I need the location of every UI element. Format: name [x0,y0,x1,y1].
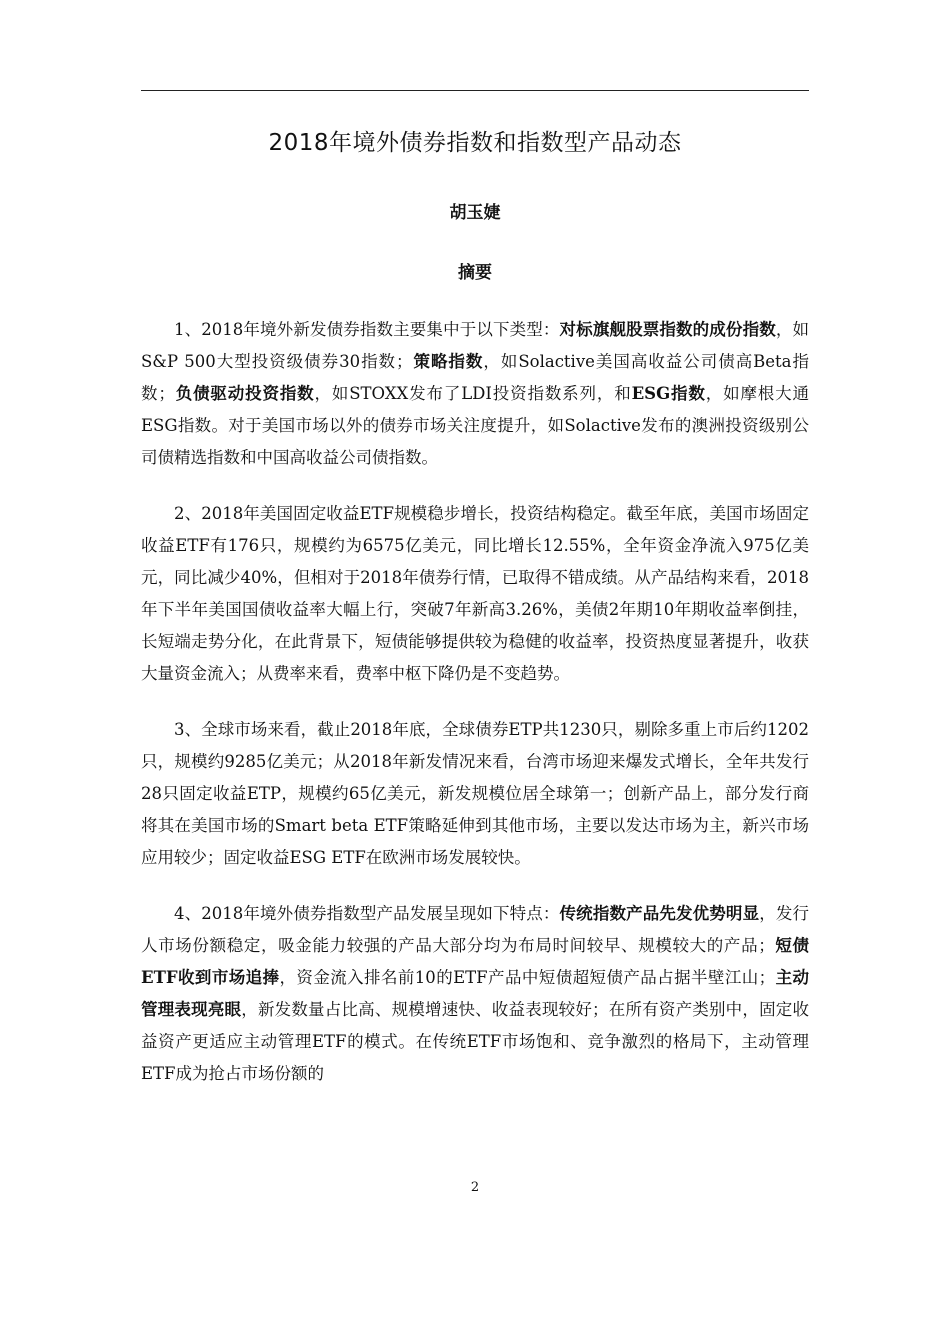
emphasis-text: 短债ETF收到市场追捧 [141,936,810,987]
author-name: 胡玉婕 [449,203,501,223]
header-rule [141,90,809,91]
document-title: 2018年境外债券指数和指数型产品动态 [268,130,682,156]
paragraph-text: ，如S&P 500大型投资级债券30指数； [141,320,809,371]
paragraph-text: ，发行人市场份额稳定，吸金能力较强的产品大部分均为布局时间较早、规模较大的产品； [141,904,809,955]
abstract-heading: 摘要 [458,263,492,283]
paragraph [141,498,809,690]
emphasis-text: 传统指数产品先发优势明显 [559,904,760,923]
abstract-body [141,314,809,1114]
paragraph-text: ，如STOXX发布了LDI投资指数系列，和 [314,384,632,403]
paragraph-text: 3、全球市场来看，截止2018年底，全球债券ETP共1230只，剔除多重上市后约1202只，规模约9285亿美元；从2018年新发情况来看，台湾市场迎来爆发式增长，全年共发行28只固定收益ETP，规模约65亿美元，新发规模位居全球第一；创新产品上，部分发行商将其在美国市场的Smart beta ETF策略延伸到其他市场，主要以发达市场为主，新兴市场应用较少；固定收益ESG ETF在欧洲市场发展较快。 [141,720,809,867]
paragraph-text: ，如Solactive美国高收益公司债高Beta指数； [141,352,809,403]
emphasis-text: 主动管理表现亮眼 [141,968,810,1019]
emphasis-text: 策略指数 [412,352,484,371]
paragraph [141,314,809,474]
paragraph-text: ，新发数量占比高、规模增速快、收益表现较好；在所有资产类别中，固定收益资产更适应主动管理ETF的模式。在传统ETF市场饱和、竞争激烈的格局下，主动管理ETF成为抢占市场份额的 [141,1000,810,1083]
paragraph-text: 1、2018年境外新发债券指数主要集中于以下类型： [174,320,560,339]
emphasis-text: 负债驱动投资指数 [174,384,315,403]
paragraph [141,898,809,1090]
page-number: 2 [470,1180,480,1195]
paragraph-text: 2、2018年美国固定收益ETF规模稳步增长，投资结构稳定。截至年底，美国市场固定收益ETF有176只，规模约为6575亿美元，同比增长12.55%，全年资金净流入975亿美元，同比减少40%，但相对于2018年债券行情，已取得不错成绩。从产品结构来看，2018年下半年美国国债收益率大幅上行，突破7年新高3.26%，美债2年期10年期收益率倒挂，长短端走势分化，在此背景下，短债能够提供较为稳健的收益率，投资热度显著提升，收获大量资金流入；从费率来看，费率中枢下降仍是不变趋势。 [141,504,809,683]
paragraph-text: ，资金流入排名前10的ETF产品中短债超短债产品占据半壁江山； [279,968,776,987]
emphasis-text: ESG指数 [631,384,706,403]
paragraph-text: 4、2018年境外债券指数型产品发展呈现如下特点： [174,904,560,923]
emphasis-text: 对标旗舰股票指数的成份指数 [559,320,776,339]
paragraph [141,714,809,874]
paragraph-text: ，如摩根大通ESG指数。对于美国市场以外的债券市场关注度提升，如Solactive发布的澳洲投资级别公司债精选指数和中国高收益公司债指数。 [141,384,810,467]
